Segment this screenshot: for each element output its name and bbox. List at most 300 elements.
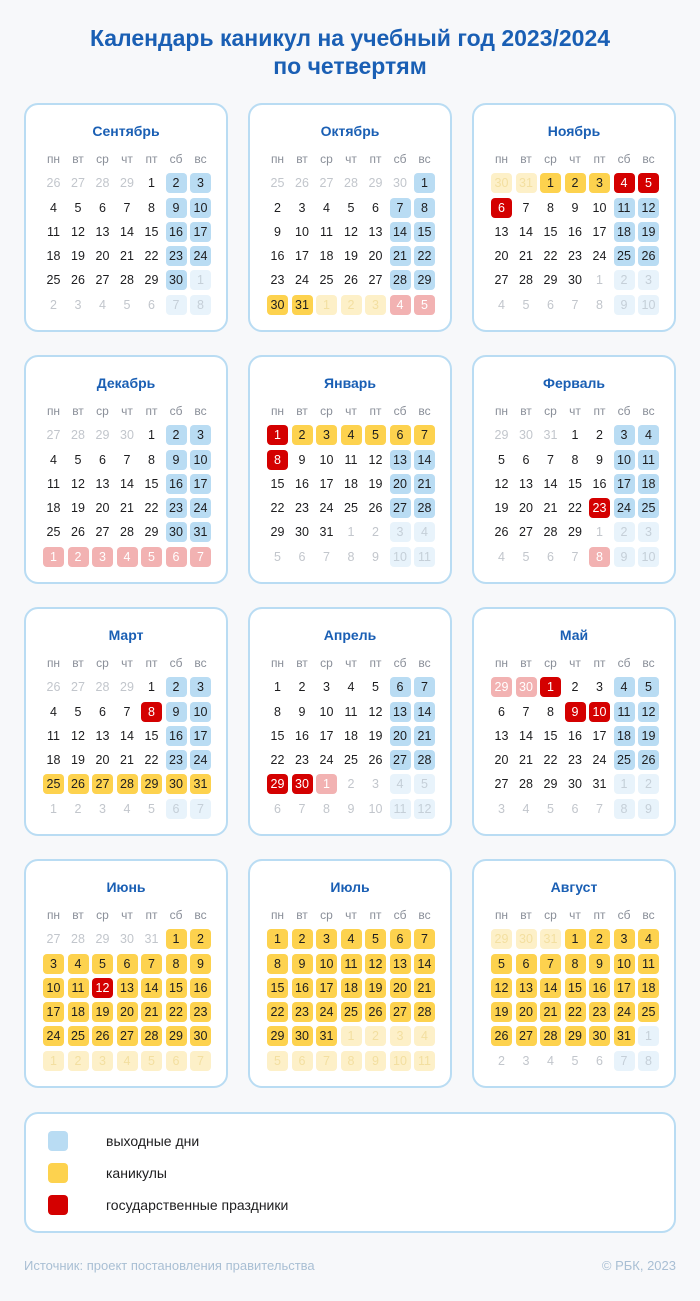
weekday-header: вс	[194, 908, 207, 922]
day-cell: 2	[298, 680, 306, 695]
day-cell: 1	[148, 680, 155, 695]
day-cell: 22	[144, 501, 159, 516]
weekday-header: пн	[494, 152, 509, 166]
day-cell: 10	[319, 452, 334, 467]
day-cell: 12	[71, 224, 85, 239]
day-cell: 27	[390, 750, 411, 770]
day-cell: 18	[341, 978, 362, 998]
day-cell: 2	[166, 173, 187, 193]
day-cell: 29	[120, 176, 134, 191]
day-cell: 8	[323, 801, 330, 816]
weekday-header: вт	[72, 656, 84, 670]
day-cell: 30	[190, 1026, 211, 1046]
month-calendar	[266, 399, 438, 569]
day-cell: 13	[516, 978, 537, 998]
day-cell: 18	[46, 249, 61, 264]
legend-swatch-vacation	[48, 1163, 68, 1183]
day-cell: 29	[491, 929, 512, 949]
weekday-header: пт	[369, 152, 382, 166]
weekday-header: пт	[145, 908, 158, 922]
day-cell: 8	[190, 295, 211, 315]
weekday-header: чт	[569, 908, 581, 922]
day-cell: 4	[341, 425, 362, 445]
day-cell: 6	[99, 704, 106, 719]
day-cell: 9	[372, 549, 379, 564]
day-cell: 1	[166, 929, 187, 949]
day-cell: 4	[323, 200, 330, 215]
day-cell: 6	[99, 200, 106, 215]
day-cell: 29	[494, 428, 509, 443]
weekday-header: ср	[320, 404, 333, 418]
day-cell: 8	[614, 799, 635, 819]
day-cell: 27	[368, 273, 383, 288]
day-cell: 30	[491, 173, 512, 193]
month-card	[472, 103, 676, 332]
months-grid	[24, 103, 676, 1088]
weekday-header: пн	[270, 656, 285, 670]
day-cell: 27	[71, 176, 85, 191]
weekday-header: ср	[96, 908, 109, 922]
day-cell: 2	[166, 425, 187, 445]
month-calendar	[490, 903, 662, 1073]
day-cell: 13	[494, 224, 509, 239]
day-cell: 18	[614, 222, 635, 242]
day-cell: 31	[316, 1026, 337, 1046]
day-cell: 3	[92, 1051, 113, 1071]
day-cell: 19	[365, 978, 386, 998]
day-cell: 7	[123, 200, 131, 215]
day-cell: 10	[614, 954, 635, 974]
day-cell: 19	[491, 1002, 512, 1022]
day-cell: 5	[365, 425, 386, 445]
day-cell: 14	[414, 702, 435, 722]
day-cell: 16	[295, 476, 309, 491]
weekday-header: вт	[72, 908, 84, 922]
weekday-header: чт	[345, 404, 357, 418]
month-name: Ноябрь	[547, 123, 601, 139]
day-cell: 30	[292, 1026, 313, 1046]
day-cell: 10	[368, 801, 383, 816]
day-cell: 9	[190, 954, 211, 974]
weekday-header: вс	[418, 908, 431, 922]
month-card	[472, 607, 676, 836]
day-cell: 9	[166, 450, 187, 470]
day-cell: 22	[568, 501, 582, 516]
month-name: Июль	[330, 879, 370, 895]
day-cell: 18	[344, 476, 358, 491]
month-name: Январь	[324, 375, 376, 391]
weekday-header: вс	[642, 908, 655, 922]
day-cell: 2	[372, 525, 379, 540]
day-cell: 28	[540, 1026, 561, 1046]
month-calendar	[42, 903, 214, 1073]
day-cell: 1	[596, 273, 603, 288]
day-cell: 14	[120, 728, 134, 743]
day-cell: 27	[95, 525, 110, 540]
day-cell: 4	[414, 1026, 435, 1046]
day-cell: 28	[390, 270, 411, 290]
day-cell: 1	[565, 929, 586, 949]
month-name: Ферваль	[543, 375, 605, 391]
day-cell: 25	[344, 753, 358, 768]
day-cell: 28	[71, 428, 85, 443]
title-line-2: по четвертям	[273, 53, 427, 79]
weekday-header: вт	[296, 152, 308, 166]
day-cell: 22	[267, 1002, 288, 1022]
day-cell: 18	[319, 249, 334, 264]
day-cell: 23	[166, 498, 187, 518]
day-cell: 8	[148, 452, 155, 467]
day-cell: 22	[144, 249, 159, 264]
day-cell: 2	[614, 270, 635, 290]
day-cell: 14	[414, 450, 435, 470]
month-card	[248, 103, 452, 332]
day-cell: 9	[571, 200, 579, 215]
day-cell: 20	[117, 1002, 138, 1022]
day-cell: 6	[596, 1053, 603, 1068]
day-cell: 3	[74, 297, 82, 312]
day-cell: 15	[144, 476, 159, 491]
day-cell: 17	[190, 726, 211, 746]
day-cell: 16	[166, 726, 187, 746]
weekday-header: пт	[593, 908, 606, 922]
day-cell: 17	[614, 474, 635, 494]
weekday-header: вс	[194, 152, 207, 166]
day-cell: 27	[46, 428, 61, 443]
day-cell: 25	[344, 501, 358, 516]
day-cell: 11	[47, 476, 60, 491]
day-cell: 7	[414, 425, 435, 445]
day-cell: 27	[71, 680, 85, 695]
day-cell: 23	[270, 273, 285, 288]
weekday-header: чт	[569, 152, 581, 166]
day-cell: 6	[390, 929, 411, 949]
legend-swatch-weekend	[48, 1131, 68, 1151]
day-cell: 9	[589, 954, 610, 974]
month-name: Октябрь	[320, 123, 380, 139]
day-cell: 4	[123, 801, 131, 816]
day-cell: 5	[638, 173, 659, 193]
day-cell: 27	[494, 273, 509, 288]
day-cell: 2	[166, 677, 187, 697]
weekday-header: пн	[46, 908, 61, 922]
copyright: © РБК, 2023	[601, 1258, 676, 1273]
day-cell: 7	[298, 801, 306, 816]
day-cell: 17	[316, 978, 337, 998]
day-cell: 31	[292, 295, 313, 315]
day-cell: 23	[292, 1002, 313, 1022]
day-cell: 3	[190, 173, 211, 193]
day-cell: 8	[274, 704, 281, 719]
day-cell: 13	[95, 728, 110, 743]
day-cell: 10	[592, 200, 607, 215]
day-cell: 10	[190, 198, 211, 218]
month-card	[472, 355, 676, 584]
day-cell: 2	[614, 522, 635, 542]
day-cell: 31	[190, 522, 211, 542]
day-cell: 10	[390, 1051, 411, 1071]
day-cell: 29	[120, 680, 134, 695]
weekday-header: вс	[642, 404, 655, 418]
day-cell: 17	[190, 222, 211, 242]
day-cell: 12	[414, 799, 435, 819]
weekday-header: чт	[121, 404, 133, 418]
weekday-header: вт	[520, 152, 532, 166]
day-cell: 18	[46, 501, 61, 516]
page-title	[0, 24, 700, 80]
weekday-header: сб	[617, 908, 631, 922]
weekday-header: сб	[617, 152, 631, 166]
day-cell: 4	[117, 547, 138, 567]
day-cell: 29	[267, 774, 288, 794]
day-cell: 27	[92, 774, 113, 794]
day-cell: 20	[516, 1002, 537, 1022]
month-name: Март	[108, 627, 144, 643]
day-cell: 6	[166, 799, 187, 819]
day-cell: 16	[568, 728, 582, 743]
day-cell: 21	[543, 501, 558, 516]
day-cell: 26	[46, 176, 61, 191]
day-cell: 9	[298, 704, 306, 719]
day-cell: 29	[543, 777, 558, 792]
day-cell: 11	[390, 799, 411, 819]
day-cell: 5	[365, 929, 386, 949]
day-cell: 28	[120, 525, 134, 540]
day-cell: 7	[123, 452, 131, 467]
day-cell: 25	[341, 1002, 362, 1022]
day-cell: 9	[292, 954, 313, 974]
day-cell: 22	[166, 1002, 187, 1022]
day-cell: 26	[494, 525, 509, 540]
day-cell: 12	[368, 704, 383, 719]
day-cell: 24	[592, 753, 607, 768]
weekday-header: вт	[72, 404, 84, 418]
day-cell: 13	[95, 224, 110, 239]
weekday-header: чт	[121, 152, 133, 166]
day-cell: 4	[638, 929, 659, 949]
weekday-header: пн	[46, 656, 61, 670]
month-card	[24, 103, 228, 332]
day-cell: 4	[50, 200, 57, 215]
day-cell: 20	[519, 501, 533, 516]
day-cell: 7	[614, 1051, 635, 1071]
day-cell: 19	[368, 476, 383, 491]
day-cell: 28	[120, 273, 134, 288]
day-cell: 1	[540, 677, 561, 697]
day-cell: 24	[614, 1002, 635, 1022]
day-cell: 4	[390, 774, 411, 794]
day-cell: 26	[638, 750, 659, 770]
day-cell: 5	[92, 954, 113, 974]
day-cell: 1	[43, 547, 64, 567]
day-cell: 26	[491, 1026, 512, 1046]
day-cell: 23	[295, 753, 309, 768]
day-cell: 4	[638, 425, 659, 445]
month-calendar	[266, 651, 438, 821]
legend-swatch-holiday	[48, 1195, 68, 1215]
weekday-header: пн	[270, 404, 285, 418]
day-cell: 31	[540, 929, 561, 949]
day-cell: 4	[117, 1051, 138, 1071]
day-cell: 2	[365, 1026, 386, 1046]
weekday-header: пн	[46, 152, 61, 166]
weekday-header: ср	[320, 908, 333, 922]
day-cell: 16	[568, 224, 582, 239]
weekday-header: пт	[593, 152, 606, 166]
month-card	[248, 607, 452, 836]
day-cell: 24	[190, 750, 211, 770]
day-cell: 10	[589, 702, 610, 722]
day-cell: 17	[592, 224, 607, 239]
day-cell: 5	[74, 452, 82, 467]
day-cell: 4	[498, 297, 505, 312]
day-cell: 3	[43, 954, 64, 974]
day-cell: 28	[414, 498, 435, 518]
day-cell: 8	[166, 954, 187, 974]
day-cell: 27	[519, 525, 533, 540]
day-cell: 26	[365, 1002, 386, 1022]
day-cell: 5	[638, 677, 659, 697]
day-cell: 8	[141, 702, 162, 722]
day-cell: 13	[390, 954, 411, 974]
day-cell: 1	[43, 1051, 64, 1071]
day-cell: 5	[372, 680, 379, 695]
day-cell: 16	[589, 978, 610, 998]
day-cell: 8	[341, 1051, 362, 1071]
month-name: Май	[559, 627, 589, 643]
day-cell: 25	[46, 525, 61, 540]
day-cell: 14	[540, 978, 561, 998]
day-cell: 17	[614, 978, 635, 998]
day-cell: 17	[295, 249, 309, 264]
day-cell: 8	[638, 1051, 659, 1071]
weekday-header: пн	[46, 404, 61, 418]
day-cell: 14	[414, 954, 435, 974]
day-cell: 8	[148, 200, 155, 215]
weekday-header: пт	[145, 656, 158, 670]
day-cell: 26	[295, 176, 309, 191]
day-cell: 30	[393, 176, 407, 191]
day-cell: 3	[92, 547, 113, 567]
day-cell: 23	[166, 750, 187, 770]
day-cell: 28	[344, 176, 358, 191]
day-cell: 12	[494, 476, 509, 491]
day-cell: 10	[390, 547, 411, 567]
weekday-header: вт	[296, 404, 308, 418]
day-cell: 28	[95, 680, 110, 695]
day-cell: 1	[148, 428, 155, 443]
day-cell: 30	[166, 270, 187, 290]
day-cell: 8	[596, 297, 603, 312]
day-cell: 2	[341, 295, 362, 315]
day-cell: 1	[267, 425, 288, 445]
day-cell: 6	[390, 677, 411, 697]
weekday-header: пт	[369, 656, 382, 670]
day-cell: 7	[141, 954, 162, 974]
day-cell: 3	[638, 522, 659, 542]
day-cell: 11	[320, 224, 333, 239]
day-cell: 1	[274, 680, 281, 695]
day-cell: 5	[267, 1051, 288, 1071]
day-cell: 23	[295, 501, 309, 516]
day-cell: 1	[614, 774, 635, 794]
day-cell: 26	[368, 753, 383, 768]
day-cell: 25	[46, 273, 61, 288]
weekday-header: сб	[169, 656, 183, 670]
day-cell: 27	[390, 498, 411, 518]
month-calendar	[266, 903, 438, 1073]
day-cell: 16	[295, 728, 309, 743]
day-cell: 16	[592, 476, 607, 491]
day-cell: 18	[638, 474, 659, 494]
day-cell: 31	[614, 1026, 635, 1046]
day-cell: 9	[365, 1051, 386, 1071]
day-cell: 3	[323, 680, 330, 695]
day-cell: 28	[414, 1002, 435, 1022]
day-cell: 12	[92, 978, 113, 998]
day-cell: 21	[120, 501, 134, 516]
day-cell: 28	[519, 777, 533, 792]
day-cell: 4	[498, 549, 505, 564]
day-cell: 23	[568, 753, 582, 768]
day-cell: 9	[298, 452, 306, 467]
day-cell: 20	[390, 474, 411, 494]
weekday-header: ср	[544, 152, 557, 166]
weekday-header: вс	[418, 152, 431, 166]
day-cell: 16	[166, 222, 187, 242]
day-cell: 7	[540, 954, 561, 974]
month-card	[248, 355, 452, 584]
day-cell: 30	[589, 1026, 610, 1046]
day-cell: 12	[344, 224, 358, 239]
day-cell: 21	[390, 246, 411, 266]
day-cell: 8	[565, 954, 586, 974]
day-cell: 27	[494, 777, 509, 792]
day-cell: 8	[571, 452, 579, 467]
day-cell: 21	[540, 1002, 561, 1022]
day-cell: 2	[274, 200, 281, 215]
day-cell: 23	[589, 498, 610, 518]
day-cell: 29	[144, 273, 159, 288]
day-cell: 23	[190, 1002, 211, 1022]
day-cell: 30	[166, 522, 187, 542]
day-cell: 10	[614, 450, 635, 470]
day-cell: 11	[47, 224, 60, 239]
weekday-header: вт	[72, 152, 84, 166]
day-cell: 3	[365, 295, 386, 315]
weekday-header: сб	[617, 404, 631, 418]
day-cell: 19	[71, 249, 85, 264]
day-cell: 27	[390, 1002, 411, 1022]
day-cell: 2	[571, 680, 579, 695]
day-cell: 1	[267, 929, 288, 949]
day-cell: 30	[295, 525, 309, 540]
weekday-header: пн	[494, 656, 509, 670]
month-calendar	[490, 399, 662, 569]
day-cell: 25	[614, 246, 635, 266]
day-cell: 6	[274, 801, 281, 816]
day-cell: 29	[270, 525, 285, 540]
day-cell: 28	[543, 525, 558, 540]
day-cell: 24	[43, 1026, 64, 1046]
day-cell: 20	[494, 753, 509, 768]
day-cell: 30	[120, 932, 134, 947]
day-cell: 27	[95, 273, 110, 288]
month-calendar	[42, 651, 214, 821]
day-cell: 5	[148, 801, 155, 816]
day-cell: 4	[414, 522, 435, 542]
day-cell: 7	[190, 547, 211, 567]
